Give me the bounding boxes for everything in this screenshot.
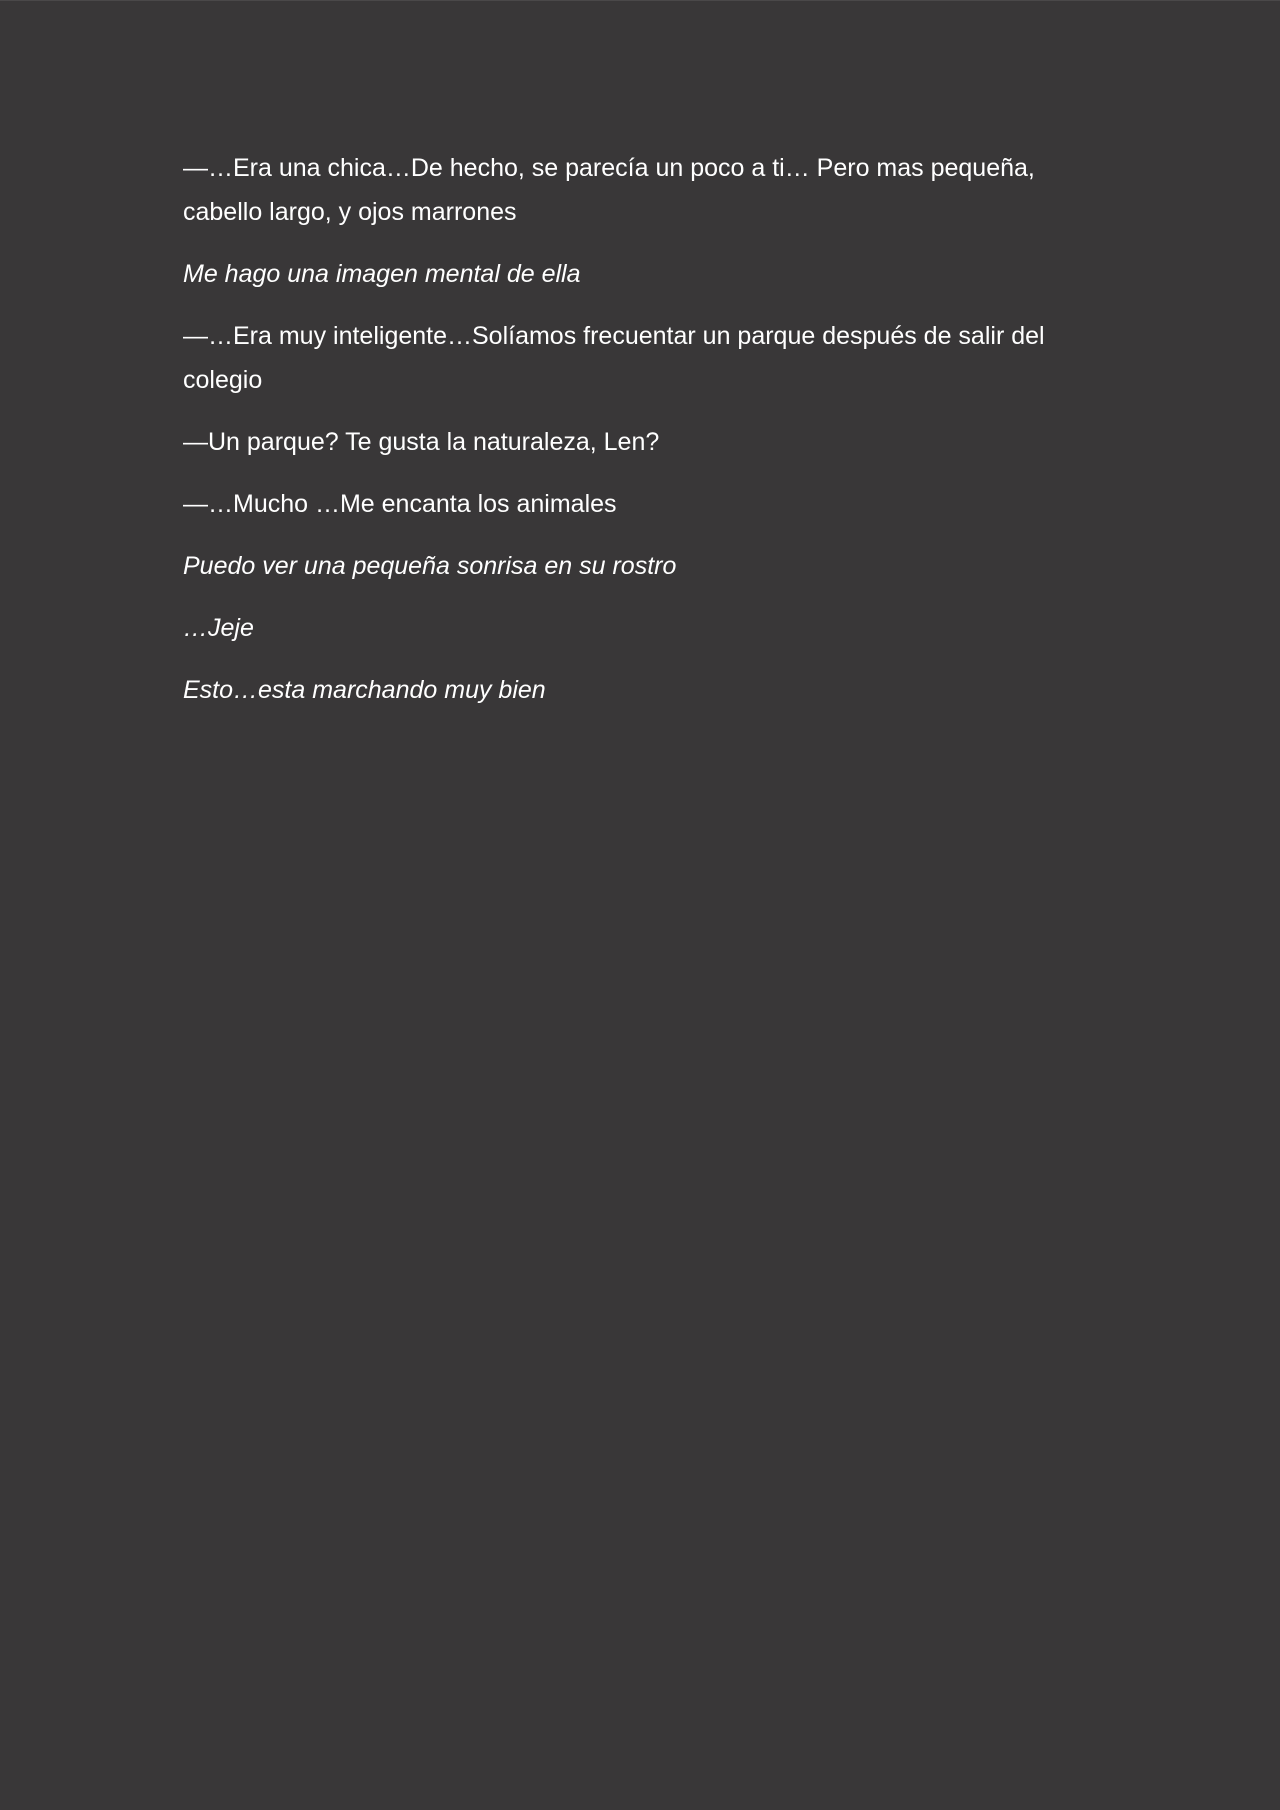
document-body [183, 146, 1093, 730]
narration-line: …Jeje [183, 614, 254, 642]
narration-line: Esto…esta marchando muy bien [183, 676, 546, 704]
narration-line: Puedo ver una pequeña sonrisa en su rostro [183, 552, 677, 580]
dialogue-line: —…Era una chica…De hecho, se parecía un poco a ti… Pero mas pequeña, cabello largo, y ojos marrones [183, 154, 1035, 226]
dialogue-line: —…Mucho …Me encanta los animales [183, 490, 617, 518]
page-top-edge [0, 0, 1280, 1]
dialogue-line: —…Era muy inteligente…Solíamos frecuentar un parque después de salir del colegio [183, 322, 1045, 394]
narration-line: Me hago una imagen mental de ella [183, 260, 581, 288]
dialogue-line: —Un parque? Te gusta la naturaleza, Len? [183, 428, 660, 456]
